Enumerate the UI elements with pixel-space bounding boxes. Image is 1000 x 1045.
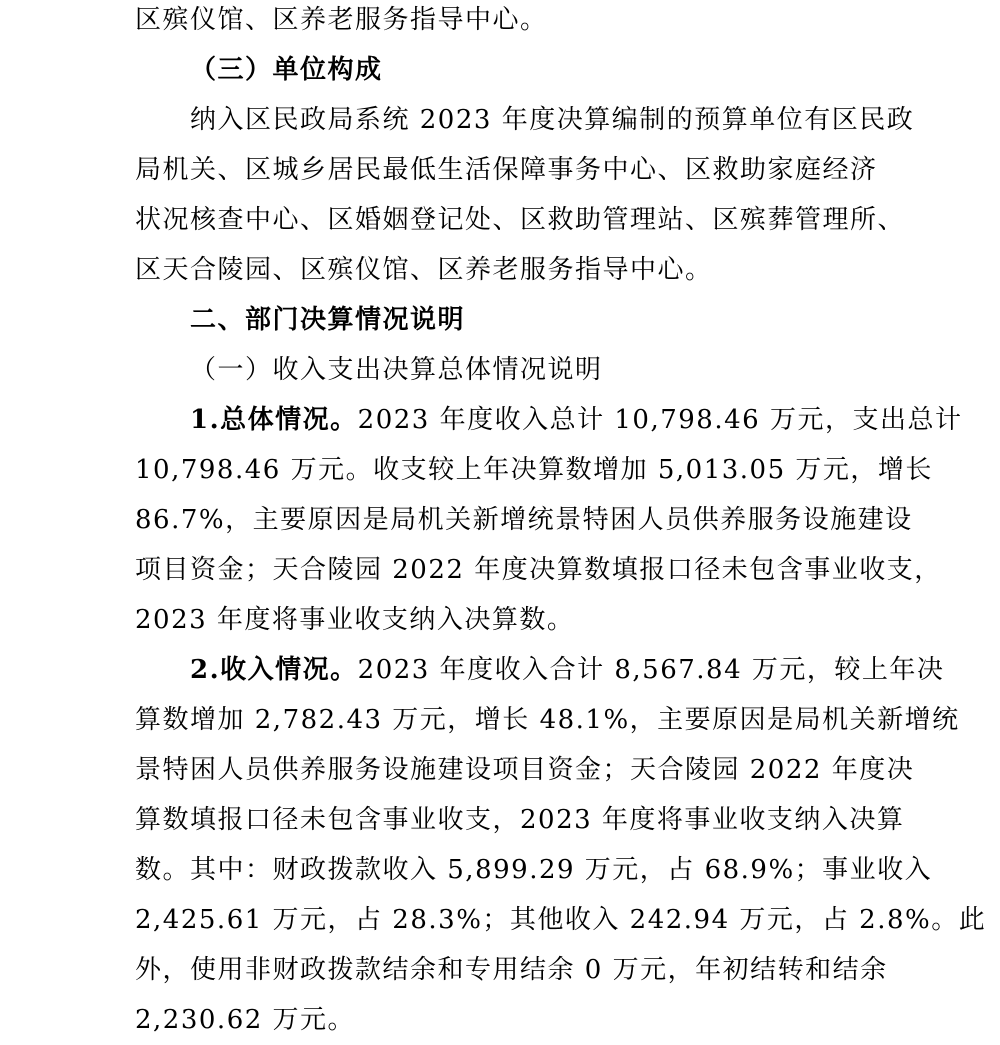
subsection-heading-income-expense: （一）收入支出决算总体情况说明 xyxy=(190,355,603,385)
paragraph-overall-first-line xyxy=(190,395,963,445)
text-line: 2023 年度收入合计 8,567.84 万元，较上年决 xyxy=(357,655,945,685)
text-line: 2023 年度将事业收支纳入决算数。 xyxy=(135,605,575,635)
text-line: 项目资金；天合陵园 2022 年度决算数填报口径未包含事业收支， xyxy=(135,555,942,585)
income-situation-label: 2.收入情况。 xyxy=(190,655,358,685)
text-line: 10,798.46 万元。收支较上年决算数增加 5,013.05 万元，增长 xyxy=(135,455,933,485)
section-heading-unit-composition: （三）单位构成 xyxy=(190,55,383,85)
text-line: 数。其中：财政拨款收入 5,899.29 万元，占 68.9%；事业收入 xyxy=(135,855,933,885)
overall-situation-label: 1.总体情况。 xyxy=(190,405,358,435)
text-line: 纳入区民政局系统 2023 年度决算编制的预算单位有区民政 xyxy=(190,105,915,135)
text-line: 区殡仪馆、区养老服务指导中心。 xyxy=(135,5,548,35)
text-line: 2023 年度收入总计 10,798.46 万元，支出总计 xyxy=(357,405,963,435)
text-line: 86.7%，主要原因是局机关新增统景特困人员供养服务设施建设 xyxy=(135,505,913,535)
paragraph-income-first-line xyxy=(190,645,945,695)
text-line: 状况核查中心、区婚姻登记处、区救助管理站、区殡葬管理所、 xyxy=(135,205,906,235)
text-line: 区天合陵园、区殡仪馆、区养老服务指导中心。 xyxy=(135,255,713,285)
text-line: 2,230.62 万元。 xyxy=(135,1005,356,1035)
section-heading-department-accounts: 二、部门决算情况说明 xyxy=(190,305,466,335)
text-line: 外，使用非财政拨款结余和专用结余 0 万元，年初结转和结余 xyxy=(135,955,888,985)
text-line: 局机关、区城乡居民最低生活保障事务中心、区救助家庭经济 xyxy=(135,155,878,185)
text-line: 算数填报口径未包含事业收支，2023 年度将事业收支纳入决算 xyxy=(135,805,905,835)
text-line: 景特困人员供养服务设施建设项目资金；天合陵园 2022 年度决 xyxy=(135,755,915,785)
text-line: 算数增加 2,782.43 万元，增长 48.1%，主要原因是局机关新增统 xyxy=(135,705,960,735)
text-line: 2,425.61 万元，占 28.3%；其他收入 242.94 万元，占 2.8%。此 xyxy=(135,905,987,935)
